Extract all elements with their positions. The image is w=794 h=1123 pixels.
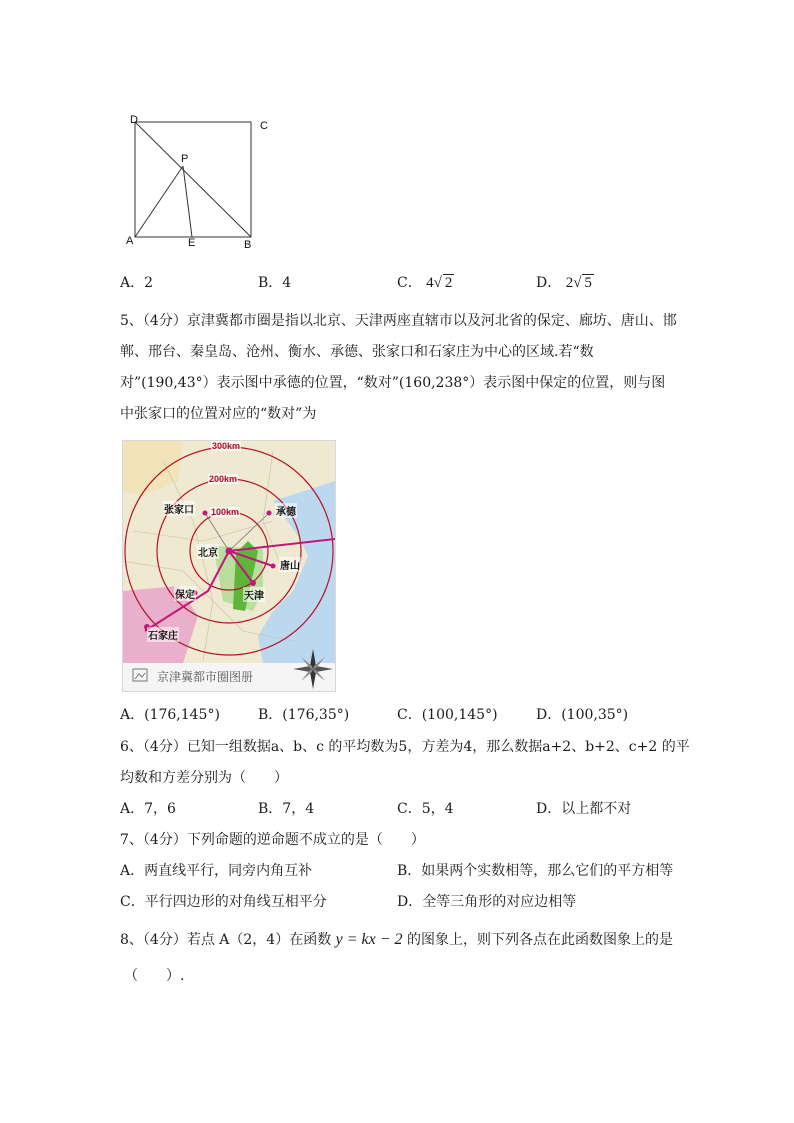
ring-label-300km: 300km: [212, 441, 241, 451]
q4-option-b: B．4: [258, 275, 292, 291]
function-formula: y = kx − 2: [335, 931, 403, 948]
city-zhangjiakou: 张家口: [163, 501, 195, 516]
q6-line-2: 均数和方差分别为（ ）: [120, 770, 288, 786]
city-beijing: 北京: [197, 544, 219, 559]
q8-line-2: （ ）.: [124, 968, 185, 984]
segment-ap: [135, 166, 183, 237]
ring-label-200km: 200km: [209, 474, 238, 484]
city-tianjin: 天津: [243, 587, 265, 602]
q4-option-d: D． 2√ 5: [536, 275, 592, 291]
ring-label-100km: 100km: [211, 507, 240, 517]
label-e: E: [188, 237, 196, 249]
label-d: D: [130, 114, 138, 126]
label-p: P: [181, 153, 189, 165]
city-tangshan: 唐山: [279, 557, 301, 572]
q6-option-c: C．5，4: [397, 801, 454, 817]
q5-option-c: C．(100,145°): [397, 707, 498, 723]
city-baoding: 保定: [174, 586, 196, 601]
q6-line-1: 6、（4分）已知一组数据a、b、c 的平均数为5，方差为4，那么数据a+2、b+2、c+2 的平: [120, 739, 690, 755]
q5-line-2: 郸、邢台、秦皇岛、沧州、衡水、承德、张家口和石家庄为中心的区域.若“数: [120, 344, 594, 360]
geometry-figure: [120, 110, 280, 250]
sqrt-expression: 2√ 5: [565, 275, 592, 291]
q5-line-3: 对”(190,43°）表示图中承德的位置，“数对”(160,238°）表示图中保定的位置，则与图: [120, 375, 666, 391]
q7-line-1: 7、（4分）下列命题的逆命题不成立的是（ ）: [120, 832, 425, 848]
q5-option-b: B．(176,35°): [258, 707, 350, 723]
label-c: C: [260, 120, 268, 132]
q6-option-d: D．以上都不对: [536, 801, 632, 817]
q7-option-a: A．两直线平行，同旁内角互补: [120, 863, 313, 879]
q5-line-4: 中张家口的位置对应的“数对”为: [120, 406, 317, 422]
q4-option-a: A．2: [120, 275, 154, 291]
diagonal-db: [135, 122, 251, 237]
map-caption: 京津冀都市圈图册: [157, 670, 254, 684]
q5-line-1: 5、（4分）京津冀都市圈是指以北京、天津两座直辖市以及河北省的保定、廊坊、唐山、邯: [120, 313, 677, 329]
q6-option-a: A．7，6: [120, 801, 176, 817]
q4-option-c: C． 4√ 2: [397, 275, 453, 291]
region-map: [122, 440, 336, 692]
label-a: A: [126, 235, 134, 247]
sqrt-expression: 4√ 2: [426, 275, 453, 291]
city-chengde: 承德: [275, 503, 297, 518]
q7-option-b: B．如果两个实数相等，那么它们的平方相等: [397, 863, 674, 879]
q8-line-1: 8、（4分）若点 A（2，4）在函数 y = kx − 2 的图象上，则下列各点在此函数图象上的是: [120, 931, 674, 948]
q5-option-a: A．(176,145°): [120, 707, 220, 723]
label-b: B: [244, 239, 252, 251]
q7-option-d: D．全等三角形的对应边相等: [397, 894, 577, 910]
q5-option-d: D．(100,35°): [536, 707, 629, 723]
q6-option-b: B．7，4: [258, 801, 315, 817]
city-shijiazhuang: 石家庄: [147, 627, 179, 642]
q7-option-c: C．平行四边形的对角线互相平分: [120, 894, 327, 910]
